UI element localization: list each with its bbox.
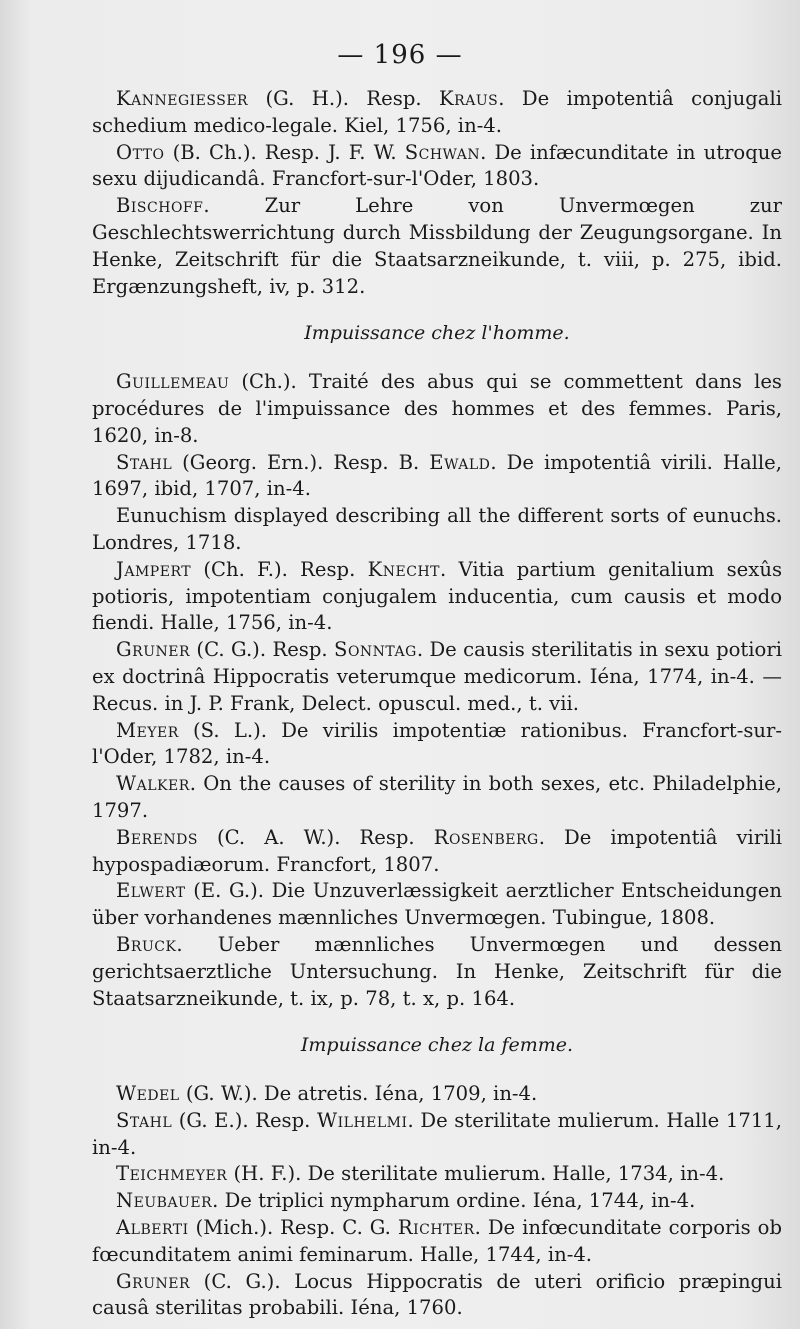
bib-entry: Eunuchism displayed describing all the different sorts of eunuchs. Londres, 1718. [92,504,782,554]
bib-entry: Teichmeyer (H. F.). De sterilitate mulierum. Halle, 1734, in-4. [116,1162,725,1186]
section-femme [92,1081,782,1322]
section-general [92,86,782,300]
bib-entry: Wedel (G. W.). De atretis. Iéna, 1709, in-4. [116,1082,538,1106]
bib-entry: Berends (C. A. W.). Resp. Rosenberg. De impotentiâ virili hypospadiæorum. Francfort, 1807. [92,825,782,876]
bib-entry: Stahl (G. E.). Resp. Wilhelmi. De sterilitate mulierum. Halle 1711, in-4. [92,1108,782,1159]
bib-entry: Meyer (S. L.). De virilis impotentiæ rationibus. Francfort-sur-l'Oder, 1782, in-4. [92,718,782,769]
bib-entry: Otto (B. Ch.). Resp. J. F. W. Schwan. De infæcunditate in utroque sexu dijudicandâ. Francfort-sur-l'Oder, 1803. [92,140,782,191]
bib-entry: Alberti (Mich.). Resp. C. G. Richter. De infœcunditate corporis ob fœcunditatem animi feminarum. Halle, 1744, in-4. [92,1216,783,1266]
bib-entry: Neubauer. De triplici nympharum ordine. Iéna, 1744, in-4. [116,1189,696,1213]
bib-entry: Gruner (C. G.). Locus Hippocratis de uteri orificio præpingui causâ sterilitas probabili. Iéna, 1760. [92,1269,782,1320]
bib-entry: Bischoff. Zur Lehre von Unvermœgen zur Geschlechtswerrichtung durch Missbildung der Zeugungsorgane. In Henke, Zeitschrift für die Staatsarzneikunde, t. viii, p. 275, ibid. Ergænzungsheft, iv, p. 312. [92,194,782,298]
section-heading-homme: Impuissance chez l'homme. [304,322,570,345]
section-heading-femme: Impuissance chez la femme. [300,1034,574,1057]
bib-entry: Gruner (C. G.). Resp. Sonntag. De causis sterilitatis in sexu potiori ex doctrinâ Hippocratis veterumque medicorum. Iéna, 1774, in-4. — Recus. in J. P. Frank, Delect. opuscul. med., t. vii. [92,638,782,715]
bib-entry: Jampert (Ch. F.). Resp. Knecht. Vitia partium genitalium sexûs potioris, impotentiam conjugalem inducentia, cum causis et modo fiendi. Halle, 1756, in-4. [92,557,783,635]
page-body [92,86,782,1322]
bib-entry: Walker. On the causes of sterility in both sexes, etc. Philadelphie, 1797. [92,772,782,822]
page-number: — 196 — [337,40,463,70]
bib-entry: Bruck. Ueber mænnliches Unvermœgen und dessen gerichtsaerztliche Untersuchung. In Henke, Zeitschrift für die Staatsarzneikunde, t. ix, p. 78, t. x, p. 164. [92,932,782,1010]
bib-entry: Elwert (E. G.). Die Unzuverlæssigkeit aerztlicher Entscheidungen über vorhandenes mænnliches Unvermœgen. Tubingue, 1808. [92,879,782,930]
bib-entry: Stahl (Georg. Ern.). Resp. B. Ewald. De impotentiâ virili. Halle, 1697, ibid, 1707, in-4. [92,450,782,501]
section-homme [92,369,782,1012]
bib-entry: Kannegiesser (G. H.). Resp. Kraus. De impotentiâ conjugali schedium medico-legale. Kiel, 1756, in-4. [92,87,783,137]
bib-entry: Guillemeau (Ch.). Traité des abus qui se commettent dans les procédures de l'impuissance des hommes et des femmes. Paris, 1620, in-8. [92,370,782,447]
